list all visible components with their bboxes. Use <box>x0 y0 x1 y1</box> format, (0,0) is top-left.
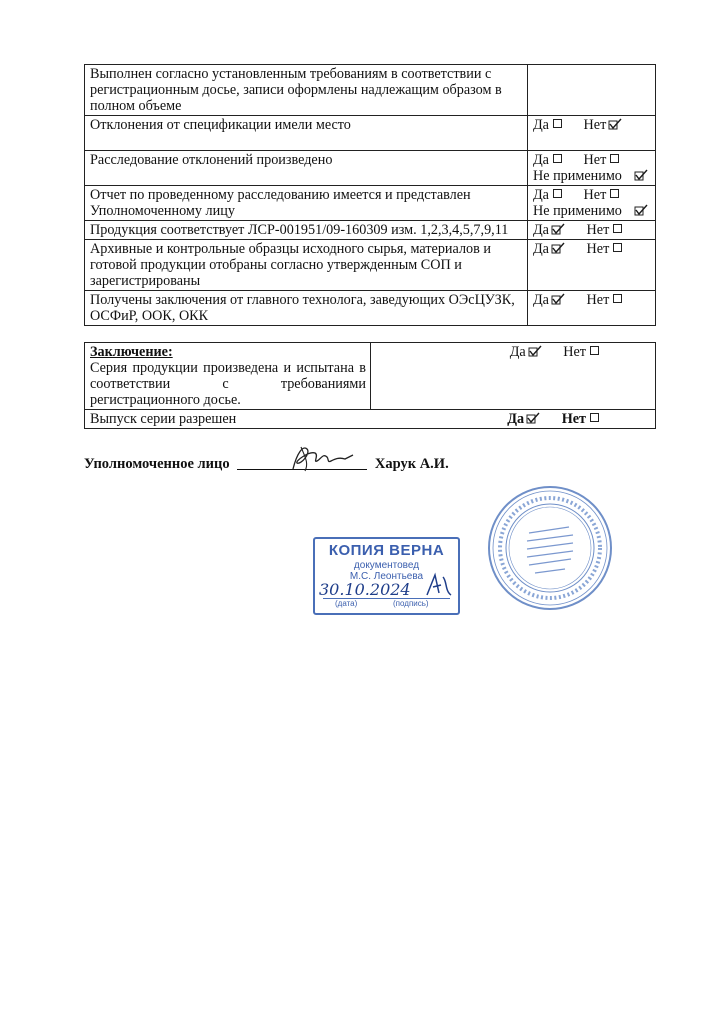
question-cell: Отчет по проведенному расследованию имеется и представлен Уполномоченному лицу <box>85 186 528 221</box>
option-no[interactable]: Нет <box>584 117 623 133</box>
release-text: Выпуск серии разрешен <box>90 411 237 427</box>
checkmark-icon <box>551 293 565 305</box>
authorized-person-signature <box>84 455 644 479</box>
option-yes[interactable]: Да <box>533 292 565 308</box>
checkmark-icon <box>551 223 565 235</box>
stamp-title: КОПИЯ ВЕРНА <box>328 542 445 559</box>
conclusion-row <box>85 343 656 410</box>
checkbox-no[interactable] <box>610 189 619 198</box>
stamp-role: документовед <box>353 560 420 571</box>
option-yes[interactable]: Да <box>510 344 542 360</box>
checkbox-no[interactable] <box>590 413 599 422</box>
signer-name: Харук А.И. <box>374 456 449 472</box>
option-no[interactable]: Нет <box>584 187 620 203</box>
stamp-date: 30.10.2024 <box>319 580 411 599</box>
release-row <box>85 410 656 429</box>
table-row <box>85 221 656 240</box>
option-no[interactable]: Нет <box>563 344 599 360</box>
option-yes[interactable]: Да <box>533 241 565 257</box>
checkbox-no[interactable] <box>613 243 622 252</box>
handwritten-signature-icon <box>287 443 357 473</box>
stamp-date-label: (дата) <box>335 599 358 608</box>
checkmark-icon <box>551 242 565 254</box>
table-row <box>85 240 656 291</box>
table-row <box>85 65 656 116</box>
option-yes[interactable]: Да <box>507 411 540 427</box>
release-checklist-table <box>84 64 656 326</box>
conclusion-text: Серия продукции произведена и испытана в соответствии с требованиями регистрационного досье. <box>90 360 366 408</box>
answer-cell <box>528 116 656 151</box>
question-cell: Продукция соответствует ЛСР-001951/09-160309 изм. 1,2,3,4,5,7,9,11 <box>85 221 528 240</box>
copy-certified-stamp <box>313 537 460 615</box>
checkbox-no[interactable] <box>590 346 599 355</box>
table-row <box>85 151 656 186</box>
question-cell: Получены заключения от главного технолога, заведующих ОЭсЦУЗК, ОСФиР, ООК, ОКК <box>85 291 528 326</box>
option-no[interactable]: Нет <box>584 152 620 168</box>
checkmark-icon <box>634 204 648 216</box>
option-yes[interactable]: Да <box>533 117 562 133</box>
checkbox-no[interactable] <box>613 294 622 303</box>
option-yes[interactable]: Да <box>533 187 562 203</box>
stamp-name: М.С. Леонтьева <box>349 571 424 582</box>
checkbox-no[interactable] <box>613 224 622 233</box>
checkbox-yes[interactable] <box>553 154 562 163</box>
option-no[interactable]: Нет <box>587 222 623 238</box>
question-cell: Архивные и контрольные образцы исходного сырья, материалов и готовой продукции отобраны согласно утвержденным СОП и зарегистрированы <box>85 240 528 291</box>
question-cell: Выполнен согласно установленным требованиям в соответствии с регистрационным досье, записи оформлены надлежащим образом в полном объеме <box>85 65 528 116</box>
option-no[interactable]: Нет <box>562 411 599 427</box>
question-cell: Отклонения от спецификации имели место <box>85 116 528 151</box>
signature-label: Уполномоченное лицо <box>84 456 230 472</box>
conclusion-heading: Заключение: <box>90 344 173 360</box>
answer-cell <box>528 186 656 221</box>
option-no[interactable]: Нет <box>587 241 623 257</box>
checkbox-no[interactable] <box>610 154 619 163</box>
conclusion-table <box>84 342 656 429</box>
checkmark-icon <box>608 118 622 130</box>
checkmark-icon <box>634 169 648 181</box>
answer-cell <box>528 221 656 240</box>
signature-field[interactable] <box>237 455 367 470</box>
stamp-signature-icon <box>423 571 455 599</box>
option-not-applicable[interactable]: Не применимо <box>533 168 648 184</box>
release-cell <box>85 410 656 429</box>
answer-cell <box>528 65 656 116</box>
checkmark-icon <box>526 412 540 424</box>
option-yes[interactable]: Да <box>533 152 562 168</box>
conclusion-text-cell <box>85 343 371 410</box>
answer-cell <box>528 291 656 326</box>
table-row <box>85 291 656 326</box>
stamp-sign-label: (подпись) <box>393 599 429 608</box>
checkbox-yes[interactable] <box>553 119 562 128</box>
answer-cell <box>528 240 656 291</box>
table-row <box>85 116 656 151</box>
option-yes[interactable]: Да <box>533 222 565 238</box>
answer-cell <box>528 151 656 186</box>
conclusion-answer-cell <box>371 343 656 410</box>
organization-seal-icon <box>487 485 613 611</box>
question-cell: Расследование отклонений произведено <box>85 151 528 186</box>
checkbox-yes[interactable] <box>553 189 562 198</box>
option-not-applicable[interactable]: Не применимо <box>533 203 648 219</box>
option-no[interactable]: Нет <box>587 292 623 308</box>
table-row <box>85 186 656 221</box>
checkmark-icon <box>528 345 542 357</box>
